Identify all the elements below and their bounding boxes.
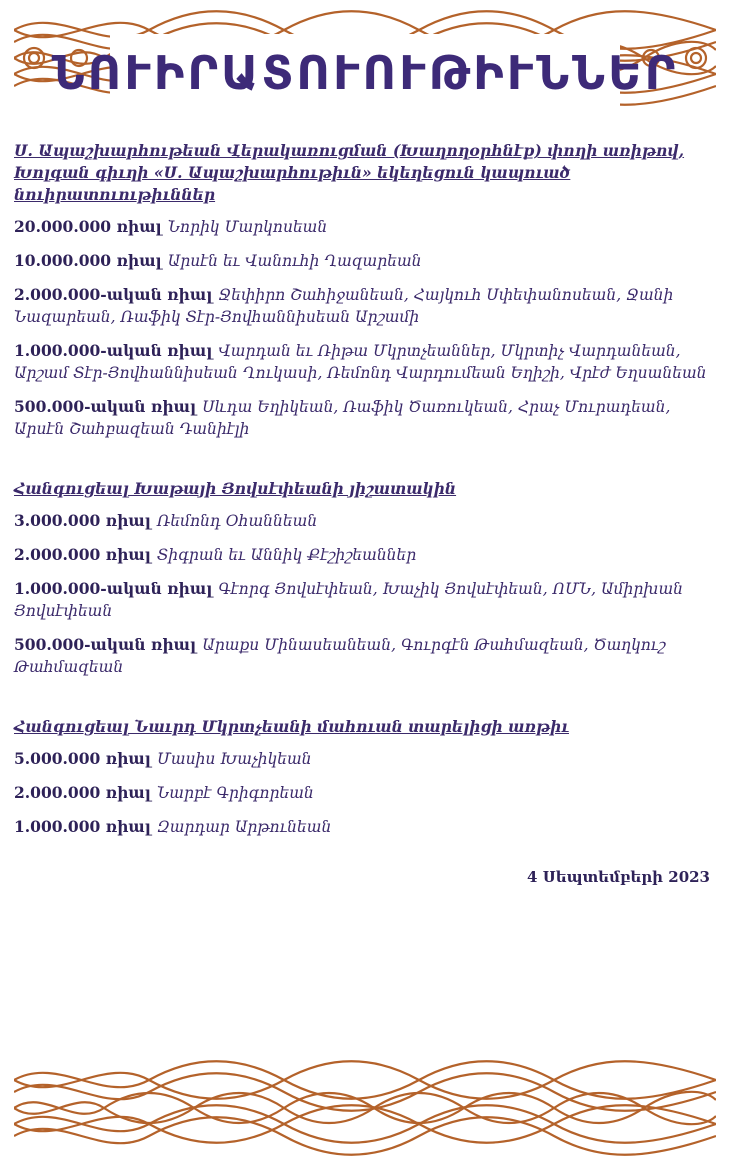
bottom-ornament-band — [14, 1060, 716, 1156]
donor-names: Սևդա Եղիկեան, Ռաֆիկ Ծառուկեան, Հրաչ Մուրադեան, Արսէն Շահբազեան Դանիէլի — [14, 398, 671, 438]
donation-amount: 3.000.000 ռիալ — [14, 511, 151, 530]
donation-amount: 1.000.000-ական ռիալ — [14, 341, 213, 360]
donation-amount: 500.000-ական ռիալ — [14, 397, 197, 416]
donation-amount: 5.000.000 ռիալ — [14, 749, 151, 768]
donation-entry — [14, 816, 714, 838]
heading-line: Հանգուցեալ Նաւրդ Մկրտչեանի մահուան տարելիցի առթիւ — [14, 717, 569, 736]
heading-line: Ս. Ապաշխարհութեան Վերակառուցման (Խաղողօրհնէք) փողի առիթով, — [14, 141, 685, 160]
donation-amount: 2.000.000-ական ռիալ — [14, 285, 213, 304]
section-church-donations — [14, 140, 714, 440]
donation-amount: 20.000.000 ռիալ — [14, 217, 162, 236]
donor-names: Վարդան եւ Ռիթա Մկրտչեաններ, Մկրտիչ Վարդանեան, Արշամ Տէր-Յովհաննիսեան Ղուկասի, Ռեմոնդ Վարդումեան Եղիշի, Վրէժ Եղսանեան — [14, 342, 707, 382]
donation-entry — [14, 510, 714, 532]
donation-entry — [14, 782, 714, 804]
publication-date: 4 Սեպտեմբերի 2023 — [527, 868, 710, 886]
section-memorial-anniversary — [14, 716, 714, 838]
knot-pattern-bottom — [14, 1060, 716, 1156]
donation-entry — [14, 216, 714, 238]
donation-entry — [14, 250, 714, 272]
donation-entry — [14, 396, 714, 440]
donation-amount: 1.000.000-ական ռիալ — [14, 579, 213, 598]
donor-names: Զարդար Արթունեան — [156, 818, 332, 836]
section-heading — [14, 140, 714, 206]
section-heading — [14, 478, 714, 500]
donor-names: Արսէն եւ Վանուհի Ղազարեան — [167, 252, 422, 270]
donation-amount: 10.000.000 ռիալ — [14, 251, 162, 270]
donation-entry — [14, 340, 714, 384]
heading-line: Խոլգան գիւղի «Ս. Ապաշխարհութիւն» եկեղեցուն կապուած նուիրատուութիւններ — [14, 163, 571, 204]
donation-entry — [14, 578, 714, 622]
donor-names: Նարբէ Գրիգորեան — [156, 784, 314, 802]
donation-entry — [14, 284, 714, 328]
donations-content — [14, 140, 714, 876]
section-memorial-khatay — [14, 478, 714, 678]
donation-entry — [14, 634, 714, 678]
donor-names: Մասիս Խաչիկեան — [156, 750, 312, 768]
donation-amount: 2.000.000 ռիալ — [14, 545, 151, 564]
donation-amount: 2.000.000 ռիալ — [14, 783, 151, 802]
donation-amount: 500.000-ական ռիալ — [14, 635, 197, 654]
page-title: ՆՈՒԻՐԱՏՈՒՈՒԹԻՒՆՆԵՐ — [110, 34, 620, 112]
donor-names: Արաքս Մինասեանեան, Գուրգէն Թահմազեան, Ծաղկուշ Թահմազեան — [14, 636, 666, 676]
donation-entry — [14, 544, 714, 566]
donor-names: Տիգրան եւ Աննիկ Քէշիշեաններ — [156, 546, 417, 564]
section-heading — [14, 716, 714, 738]
donor-names: Նորիկ Մարկոսեան — [167, 218, 328, 236]
donation-entry — [14, 748, 714, 770]
donation-amount: 1.000.000 ռիալ — [14, 817, 151, 836]
donor-names: Գէորգ Յովսէփեան, Խաչիկ Յովսէփեան, ՈՄՆ, Ամիրխան Յովսէփեան — [14, 580, 684, 620]
heading-line: Հանգուցեալ Խաթայի Յովսէփեանի յիշատակին — [14, 479, 457, 498]
donor-names: Ջեփիրո Շահիջանեան, Հայկուհ Սփեփանոսեան, Ջանի Նազարեան, Ռաֆիկ Տէր-Յովհաննիսեան Արշամի — [14, 286, 674, 326]
donor-names: Ռեմոնդ Օհաննեան — [156, 512, 318, 530]
